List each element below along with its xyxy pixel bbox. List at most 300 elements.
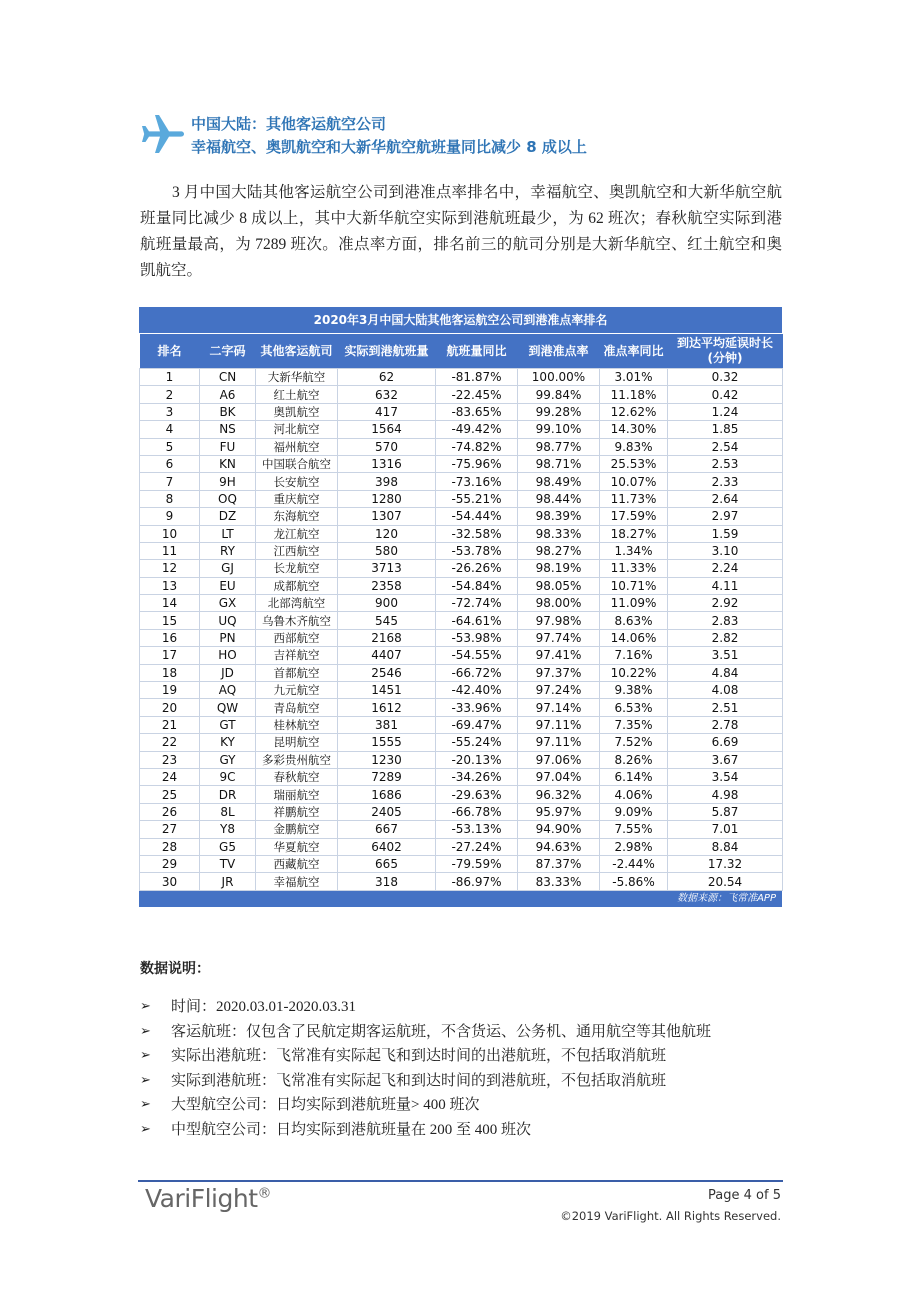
cell-rank: 15 <box>140 612 200 629</box>
cell-otp-yoy: 4.06% <box>600 786 668 803</box>
table-row <box>140 455 783 472</box>
table-row <box>140 647 783 664</box>
table-row <box>140 821 783 838</box>
table-source: 数据来源：飞常准APP <box>139 891 782 907</box>
table-row <box>140 577 783 594</box>
cell-otp: 97.14% <box>518 699 600 716</box>
cell-delay: 0.32 <box>668 369 783 386</box>
cell-otp-yoy: 7.55% <box>600 821 668 838</box>
cell-code: KY <box>200 734 256 751</box>
cell-code: DZ <box>200 508 256 525</box>
cell-volume-yoy: -55.24% <box>436 734 518 751</box>
footer-divider <box>138 1180 783 1182</box>
airplane-icon <box>138 110 186 158</box>
cell-code: 9C <box>200 768 256 785</box>
cell-airline: 奥凯航空 <box>256 403 338 420</box>
bullet-arrow-icon: ➢ <box>140 1072 151 1088</box>
cell-otp-yoy: 7.16% <box>600 647 668 664</box>
cell-otp: 97.41% <box>518 647 600 664</box>
note-text: 实际出港航班：飞常准有实际起飞和到达时间的出港航班，不包括取消航班 <box>171 1048 667 1064</box>
cell-airline: 长安航空 <box>256 473 338 490</box>
bullet-arrow-icon: ➢ <box>140 1023 151 1039</box>
cell-otp: 98.77% <box>518 438 600 455</box>
cell-arrivals: 120 <box>338 525 436 542</box>
ranking-table <box>139 334 783 891</box>
cell-delay: 8.84 <box>668 838 783 855</box>
table-row <box>140 542 783 559</box>
cell-volume-yoy: -75.96% <box>436 455 518 472</box>
cell-volume-yoy: -74.82% <box>436 438 518 455</box>
cell-arrivals: 570 <box>338 438 436 455</box>
note-item <box>140 1044 800 1069</box>
cell-rank: 14 <box>140 595 200 612</box>
cell-delay: 6.69 <box>668 734 783 751</box>
cell-code: DR <box>200 786 256 803</box>
cell-otp: 97.04% <box>518 768 600 785</box>
table-row <box>140 612 783 629</box>
table-row <box>140 838 783 855</box>
cell-airline: 昆明航空 <box>256 734 338 751</box>
cell-airline: 桂林航空 <box>256 716 338 733</box>
section-title-line1: 中国大陆：其他客运航空公司 <box>191 115 387 133</box>
cell-delay: 1.59 <box>668 525 783 542</box>
cell-arrivals: 2546 <box>338 664 436 681</box>
cell-airline: 春秋航空 <box>256 768 338 785</box>
cell-delay: 2.97 <box>668 508 783 525</box>
cell-otp: 97.24% <box>518 682 600 699</box>
cell-rank: 8 <box>140 490 200 507</box>
cell-otp-yoy: 7.52% <box>600 734 668 751</box>
cell-rank: 16 <box>140 629 200 646</box>
cell-otp-yoy: 14.30% <box>600 421 668 438</box>
cell-code: A6 <box>200 386 256 403</box>
cell-code: JD <box>200 664 256 681</box>
cell-otp: 94.63% <box>518 838 600 855</box>
header-rank: 排名 <box>140 334 200 369</box>
table-row <box>140 873 783 890</box>
cell-arrivals: 318 <box>338 873 436 890</box>
cell-volume-yoy: -32.58% <box>436 525 518 542</box>
cell-otp: 98.39% <box>518 508 600 525</box>
table-row <box>140 682 783 699</box>
note-item <box>140 1069 800 1094</box>
cell-code: OQ <box>200 490 256 507</box>
cell-code: CN <box>200 369 256 386</box>
table-row <box>140 560 783 577</box>
cell-otp: 97.06% <box>518 751 600 768</box>
cell-rank: 5 <box>140 438 200 455</box>
cell-arrivals: 398 <box>338 473 436 490</box>
cell-delay: 4.08 <box>668 682 783 699</box>
cell-arrivals: 2168 <box>338 629 436 646</box>
cell-code: BK <box>200 403 256 420</box>
cell-arrivals: 632 <box>338 386 436 403</box>
cell-otp-yoy: 8.26% <box>600 751 668 768</box>
cell-delay: 2.53 <box>668 455 783 472</box>
cell-arrivals: 1686 <box>338 786 436 803</box>
cell-otp: 98.49% <box>518 473 600 490</box>
cell-arrivals: 900 <box>338 595 436 612</box>
cell-volume-yoy: -53.13% <box>436 821 518 838</box>
cell-otp: 97.98% <box>518 612 600 629</box>
cell-arrivals: 1230 <box>338 751 436 768</box>
cell-code: PN <box>200 629 256 646</box>
cell-code: TV <box>200 855 256 872</box>
header-code: 二字码 <box>200 334 256 369</box>
section-title-line2: 幸福航空、奥凯航空和大新华航空航班量同比减少 8 成以上 <box>191 138 587 156</box>
cell-airline: 红土航空 <box>256 386 338 403</box>
cell-volume-yoy: -66.72% <box>436 664 518 681</box>
cell-volume-yoy: -64.61% <box>436 612 518 629</box>
cell-airline: 长龙航空 <box>256 560 338 577</box>
cell-arrivals: 6402 <box>338 838 436 855</box>
cell-airline: 乌鲁木齐航空 <box>256 612 338 629</box>
cell-volume-yoy: -54.55% <box>436 647 518 664</box>
cell-airline: 福州航空 <box>256 438 338 455</box>
section-title <box>191 113 587 159</box>
bullet-arrow-icon: ➢ <box>140 1121 151 1137</box>
cell-otp: 98.19% <box>518 560 600 577</box>
notes-list <box>140 995 800 1142</box>
cell-otp-yoy: 2.98% <box>600 838 668 855</box>
cell-otp: 97.74% <box>518 629 600 646</box>
cell-otp-yoy: 11.33% <box>600 560 668 577</box>
cell-rank: 13 <box>140 577 200 594</box>
cell-rank: 30 <box>140 873 200 890</box>
cell-code: GY <box>200 751 256 768</box>
cell-volume-yoy: -33.96% <box>436 699 518 716</box>
cell-rank: 11 <box>140 542 200 559</box>
cell-airline: 成都航空 <box>256 577 338 594</box>
cell-code: NS <box>200 421 256 438</box>
cell-volume-yoy: -27.24% <box>436 838 518 855</box>
cell-rank: 25 <box>140 786 200 803</box>
cell-airline: 青岛航空 <box>256 699 338 716</box>
cell-volume-yoy: -49.42% <box>436 421 518 438</box>
cell-airline: 北部湾航空 <box>256 595 338 612</box>
header-airline: 其他客运航司 <box>256 334 338 369</box>
cell-delay: 5.87 <box>668 803 783 820</box>
cell-delay: 1.24 <box>668 403 783 420</box>
cell-volume-yoy: -72.74% <box>436 595 518 612</box>
cell-otp: 98.71% <box>518 455 600 472</box>
cell-otp-yoy: 6.53% <box>600 699 668 716</box>
cell-arrivals: 1451 <box>338 682 436 699</box>
note-text: 实际到港航班：飞常准有实际起飞和到达时间的到港航班，不包括取消航班 <box>171 1072 667 1089</box>
cell-volume-yoy: -42.40% <box>436 682 518 699</box>
table-row <box>140 803 783 820</box>
cell-otp-yoy: 25.53% <box>600 455 668 472</box>
cell-rank: 7 <box>140 473 200 490</box>
cell-delay: 2.83 <box>668 612 783 629</box>
cell-airline: 华夏航空 <box>256 838 338 855</box>
cell-code: KN <box>200 455 256 472</box>
cell-otp: 99.84% <box>518 386 600 403</box>
logo-text: VariFlight <box>145 1184 258 1213</box>
cell-airline: 九元航空 <box>256 682 338 699</box>
cell-otp-yoy: 10.07% <box>600 473 668 490</box>
table-row <box>140 768 783 785</box>
cell-rank: 19 <box>140 682 200 699</box>
cell-otp-yoy: 7.35% <box>600 716 668 733</box>
cell-arrivals: 1316 <box>338 455 436 472</box>
cell-otp-yoy: 6.14% <box>600 768 668 785</box>
page-number: Page 4 of 5 <box>708 1188 781 1203</box>
cell-volume-yoy: -22.45% <box>436 386 518 403</box>
cell-code: HO <box>200 647 256 664</box>
cell-delay: 4.98 <box>668 786 783 803</box>
cell-otp: 98.33% <box>518 525 600 542</box>
cell-arrivals: 3713 <box>338 560 436 577</box>
cell-code: FU <box>200 438 256 455</box>
cell-otp: 98.27% <box>518 542 600 559</box>
cell-volume-yoy: -55.21% <box>436 490 518 507</box>
cell-rank: 26 <box>140 803 200 820</box>
cell-rank: 6 <box>140 455 200 472</box>
cell-volume-yoy: -69.47% <box>436 716 518 733</box>
table-body <box>140 369 783 891</box>
cell-otp: 98.05% <box>518 577 600 594</box>
cell-delay: 2.64 <box>668 490 783 507</box>
note-text: 客运航班：仅包含了民航定期客运航班，不含货运、公务机、通用航空等其他航班 <box>171 1023 712 1040</box>
cell-code: RY <box>200 542 256 559</box>
cell-otp-yoy: 11.18% <box>600 386 668 403</box>
cell-otp-yoy: 9.83% <box>600 438 668 455</box>
cell-rank: 18 <box>140 664 200 681</box>
bullet-arrow-icon: ➢ <box>140 1097 151 1112</box>
cell-otp-yoy: 11.73% <box>600 490 668 507</box>
cell-otp-yoy: -5.86% <box>600 873 668 890</box>
cell-arrivals: 62 <box>338 369 436 386</box>
cell-volume-yoy: -81.87% <box>436 369 518 386</box>
cell-airline: 大新华航空 <box>256 369 338 386</box>
cell-delay: 2.51 <box>668 699 783 716</box>
cell-delay: 1.85 <box>668 421 783 438</box>
cell-otp-yoy: 9.38% <box>600 682 668 699</box>
header-arrivals: 实际到港航班量 <box>338 334 436 369</box>
note-text: 大型航空公司：日均实际到港航班量> 400 班次 <box>171 1097 480 1113</box>
cell-volume-yoy: -34.26% <box>436 768 518 785</box>
cell-rank: 1 <box>140 369 200 386</box>
cell-arrivals: 580 <box>338 542 436 559</box>
cell-rank: 3 <box>140 403 200 420</box>
cell-arrivals: 381 <box>338 716 436 733</box>
cell-otp: 98.00% <box>518 595 600 612</box>
header-otp-yoy: 准点率同比 <box>600 334 668 369</box>
cell-otp-yoy: 3.01% <box>600 369 668 386</box>
note-item <box>140 1020 800 1045</box>
cell-otp-yoy: 10.71% <box>600 577 668 594</box>
cell-rank: 28 <box>140 838 200 855</box>
cell-airline: 吉祥航空 <box>256 647 338 664</box>
cell-arrivals: 7289 <box>338 768 436 785</box>
table-row <box>140 421 783 438</box>
bullet-arrow-icon: ➢ <box>140 999 151 1014</box>
table-row <box>140 699 783 716</box>
cell-arrivals: 4407 <box>338 647 436 664</box>
notes-title: 数据说明： <box>140 961 210 977</box>
cell-rank: 24 <box>140 768 200 785</box>
cell-airline: 东海航空 <box>256 508 338 525</box>
table-row <box>140 490 783 507</box>
cell-otp: 100.00% <box>518 369 600 386</box>
cell-otp: 95.97% <box>518 803 600 820</box>
table-row <box>140 855 783 872</box>
cell-delay: 2.33 <box>668 473 783 490</box>
note-item <box>140 995 800 1020</box>
cell-delay: 4.84 <box>668 664 783 681</box>
cell-code: JR <box>200 873 256 890</box>
cell-delay: 0.42 <box>668 386 783 403</box>
bullet-arrow-icon: ➢ <box>140 1048 151 1063</box>
copyright: ©2019 VariFlight. All Rights Reserved. <box>560 1209 781 1223</box>
note-text: 时间：2020.03.01-2020.03.31 <box>171 999 356 1015</box>
cell-rank: 17 <box>140 647 200 664</box>
registered-mark: ® <box>257 1185 271 1202</box>
cell-delay: 17.32 <box>668 855 783 872</box>
cell-volume-yoy: -20.13% <box>436 751 518 768</box>
table-row <box>140 525 783 542</box>
cell-otp: 98.44% <box>518 490 600 507</box>
table-row <box>140 508 783 525</box>
cell-airline: 首都航空 <box>256 664 338 681</box>
cell-airline: 中国联合航空 <box>256 455 338 472</box>
cell-arrivals: 417 <box>338 403 436 420</box>
cell-airline: 幸福航空 <box>256 873 338 890</box>
cell-otp: 97.37% <box>518 664 600 681</box>
cell-delay: 3.54 <box>668 768 783 785</box>
header-volume-yoy: 航班量同比 <box>436 334 518 369</box>
cell-volume-yoy: -54.44% <box>436 508 518 525</box>
cell-rank: 20 <box>140 699 200 716</box>
cell-otp-yoy: 10.22% <box>600 664 668 681</box>
table-row <box>140 369 783 386</box>
table-row <box>140 595 783 612</box>
cell-code: LT <box>200 525 256 542</box>
cell-airline: 瑞丽航空 <box>256 786 338 803</box>
cell-otp: 94.90% <box>518 821 600 838</box>
cell-otp: 87.37% <box>518 855 600 872</box>
cell-arrivals: 1564 <box>338 421 436 438</box>
variflight-logo <box>145 1184 271 1213</box>
cell-code: UQ <box>200 612 256 629</box>
cell-airline: 河北航空 <box>256 421 338 438</box>
cell-otp-yoy: -2.44% <box>600 855 668 872</box>
cell-delay: 20.54 <box>668 873 783 890</box>
cell-rank: 12 <box>140 560 200 577</box>
cell-otp-yoy: 12.62% <box>600 403 668 420</box>
cell-rank: 4 <box>140 421 200 438</box>
cell-arrivals: 667 <box>338 821 436 838</box>
cell-airline: 江西航空 <box>256 542 338 559</box>
cell-volume-yoy: -26.26% <box>436 560 518 577</box>
note-item <box>140 1093 800 1118</box>
table-row <box>140 403 783 420</box>
cell-code: G5 <box>200 838 256 855</box>
cell-volume-yoy: -86.97% <box>436 873 518 890</box>
cell-otp: 97.11% <box>518 716 600 733</box>
table-row <box>140 629 783 646</box>
cell-delay: 3.10 <box>668 542 783 559</box>
cell-otp-yoy: 8.63% <box>600 612 668 629</box>
header-otp: 到港准点率 <box>518 334 600 369</box>
table-row <box>140 751 783 768</box>
cell-rank: 23 <box>140 751 200 768</box>
cell-code: Y8 <box>200 821 256 838</box>
cell-delay: 2.78 <box>668 716 783 733</box>
cell-otp: 99.10% <box>518 421 600 438</box>
cell-arrivals: 665 <box>338 855 436 872</box>
cell-delay: 2.54 <box>668 438 783 455</box>
cell-arrivals: 1555 <box>338 734 436 751</box>
intro-paragraph: 3 月中国大陆其他客运航空公司到港准点率排名中，幸福航空、奥凯航空和大新华航空航班量同比减少 8 成以上，其中大新华航空实际到港航班最少，为 62 班次；春秋航空实际到港航班量最高，为 7289 班次。准点率方面，排名前三的航司分别是大新华航空、红土航空和奥凯航空。 <box>140 184 782 279</box>
table-header-row <box>140 334 783 369</box>
cell-otp-yoy: 9.09% <box>600 803 668 820</box>
cell-arrivals: 1307 <box>338 508 436 525</box>
cell-otp: 99.28% <box>518 403 600 420</box>
header-delay: 到达平均延误时长 (分钟) <box>668 334 783 369</box>
cell-code: AQ <box>200 682 256 699</box>
cell-airline: 重庆航空 <box>256 490 338 507</box>
cell-volume-yoy: -73.16% <box>436 473 518 490</box>
cell-otp-yoy: 18.27% <box>600 525 668 542</box>
cell-rank: 9 <box>140 508 200 525</box>
cell-rank: 21 <box>140 716 200 733</box>
cell-rank: 2 <box>140 386 200 403</box>
cell-rank: 22 <box>140 734 200 751</box>
table-title: 2020年3月中国大陆其他客运航空公司到港准点率排名 <box>139 307 782 334</box>
note-item <box>140 1118 800 1143</box>
cell-code: EU <box>200 577 256 594</box>
cell-code: GX <box>200 595 256 612</box>
cell-volume-yoy: -66.78% <box>436 803 518 820</box>
cell-volume-yoy: -83.65% <box>436 403 518 420</box>
table-row <box>140 664 783 681</box>
cell-airline: 西部航空 <box>256 629 338 646</box>
cell-otp: 96.32% <box>518 786 600 803</box>
cell-code: 9H <box>200 473 256 490</box>
table-row <box>140 786 783 803</box>
cell-volume-yoy: -53.78% <box>436 542 518 559</box>
cell-rank: 10 <box>140 525 200 542</box>
cell-code: GT <box>200 716 256 733</box>
table-row <box>140 438 783 455</box>
cell-delay: 4.11 <box>668 577 783 594</box>
cell-volume-yoy: -29.63% <box>436 786 518 803</box>
cell-rank: 29 <box>140 855 200 872</box>
cell-arrivals: 1280 <box>338 490 436 507</box>
note-text: 中型航空公司：日均实际到港航班量在 200 至 400 班次 <box>171 1121 532 1138</box>
cell-airline: 祥鹏航空 <box>256 803 338 820</box>
cell-delay: 3.67 <box>668 751 783 768</box>
cell-arrivals: 2358 <box>338 577 436 594</box>
cell-otp: 83.33% <box>518 873 600 890</box>
cell-code: GJ <box>200 560 256 577</box>
cell-rank: 27 <box>140 821 200 838</box>
cell-code: 8L <box>200 803 256 820</box>
cell-delay: 2.92 <box>668 595 783 612</box>
cell-volume-yoy: -54.84% <box>436 577 518 594</box>
cell-delay: 2.24 <box>668 560 783 577</box>
table-row <box>140 386 783 403</box>
table-row <box>140 734 783 751</box>
table-row <box>140 473 783 490</box>
cell-airline: 金鹏航空 <box>256 821 338 838</box>
cell-arrivals: 545 <box>338 612 436 629</box>
cell-otp-yoy: 17.59% <box>600 508 668 525</box>
cell-volume-yoy: -53.98% <box>436 629 518 646</box>
cell-airline: 龙江航空 <box>256 525 338 542</box>
